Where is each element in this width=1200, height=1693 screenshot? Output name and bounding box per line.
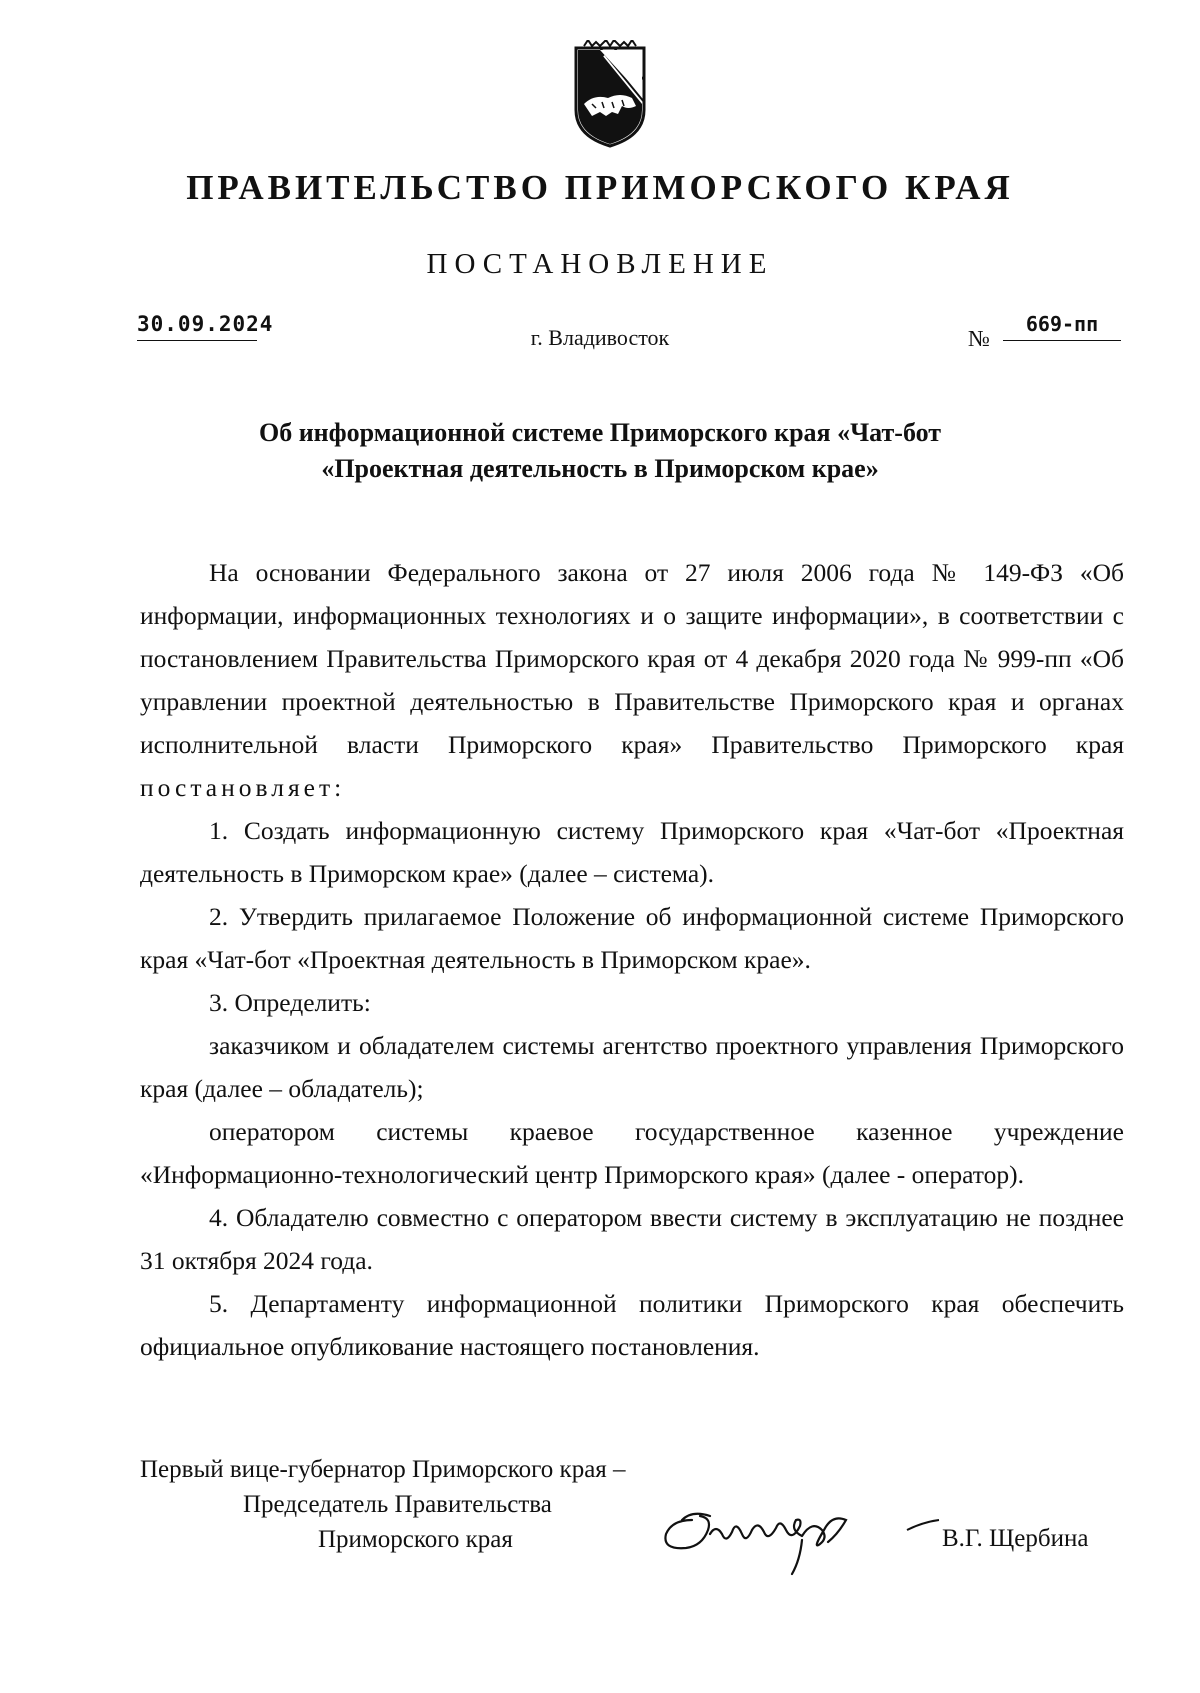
document-body <box>140 551 1124 1368</box>
list-item: 5. Департаменту информационной политики Приморского края обеспечить официальное опубликование настоящего постановления. <box>140 1289 1124 1361</box>
position-line-3: Приморского края <box>318 1526 513 1553</box>
signatory-name: В.Г. Щербина <box>942 1525 1089 1552</box>
position-line-1: Первый вице-губернатор Приморского края – <box>140 1456 626 1483</box>
document-type: ПОСТАНОВЛЕНИЕ <box>426 248 774 280</box>
list-item: 4. Обладателю совместно с оператором ввести систему в эксплуатацию не позднее 31 октября 2024 года. <box>140 1203 1124 1275</box>
document-number: 669-пп <box>1003 312 1121 341</box>
resolves-word: постановляет <box>140 773 335 802</box>
number-sign: № <box>968 326 990 351</box>
heading-line-2: «Проектная деятельность в Приморском крае» <box>321 454 879 483</box>
list-item: 1. Создать информационную систему Приморского края «Чат-бот «Проектная деятельность в Приморском крае» (далее – система). <box>140 816 1124 888</box>
document-date: 30.09.2024 <box>137 312 257 341</box>
list-item: 3. Определить: <box>209 988 371 1017</box>
signatory-position <box>140 1452 740 1557</box>
signature-dash-icon <box>905 1518 941 1532</box>
handwritten-signature-icon <box>652 1490 902 1580</box>
list-item: 2. Утвердить прилагаемое Положение об информационной системе Приморского края «Чат-бот «Проектная деятельность в Приморском крае». <box>140 902 1124 974</box>
resolves-colon: : <box>334 773 342 802</box>
list-item: заказчиком и обладателем системы агентство проектного управления Приморского края (далее – обладатель); <box>140 1031 1124 1103</box>
coat-of-arms-icon <box>570 40 650 152</box>
position-line-2: Председатель Правительства <box>243 1491 552 1518</box>
document-heading <box>150 415 1050 487</box>
preamble-text: На основании Федерального закона от 27 июля 2006 года № 149-ФЗ «Об информации, информационных технологиях и о защите информации», в соответствии с постановлением Правительства Приморского края от 4 декабря 2020 года № 999-пп «Об управлении проектной деятельностью в Правительстве Приморского края и органах исполнительной власти Приморского края» Правительство Приморского края <box>140 558 1124 759</box>
document-city: г. Владивосток <box>530 325 670 350</box>
heading-line-1: Об информационной системе Приморского края «Чат-бот <box>258 418 942 447</box>
list-item: оператором системы краевое государственное казенное учреждение «Информационно-технологический центр Приморского края» (далее - оператор). <box>140 1117 1124 1189</box>
government-title: ПРАВИТЕЛЬСТВО ПРИМОРСКОГО КРАЯ <box>186 168 1014 207</box>
preamble-paragraph <box>140 551 1124 809</box>
